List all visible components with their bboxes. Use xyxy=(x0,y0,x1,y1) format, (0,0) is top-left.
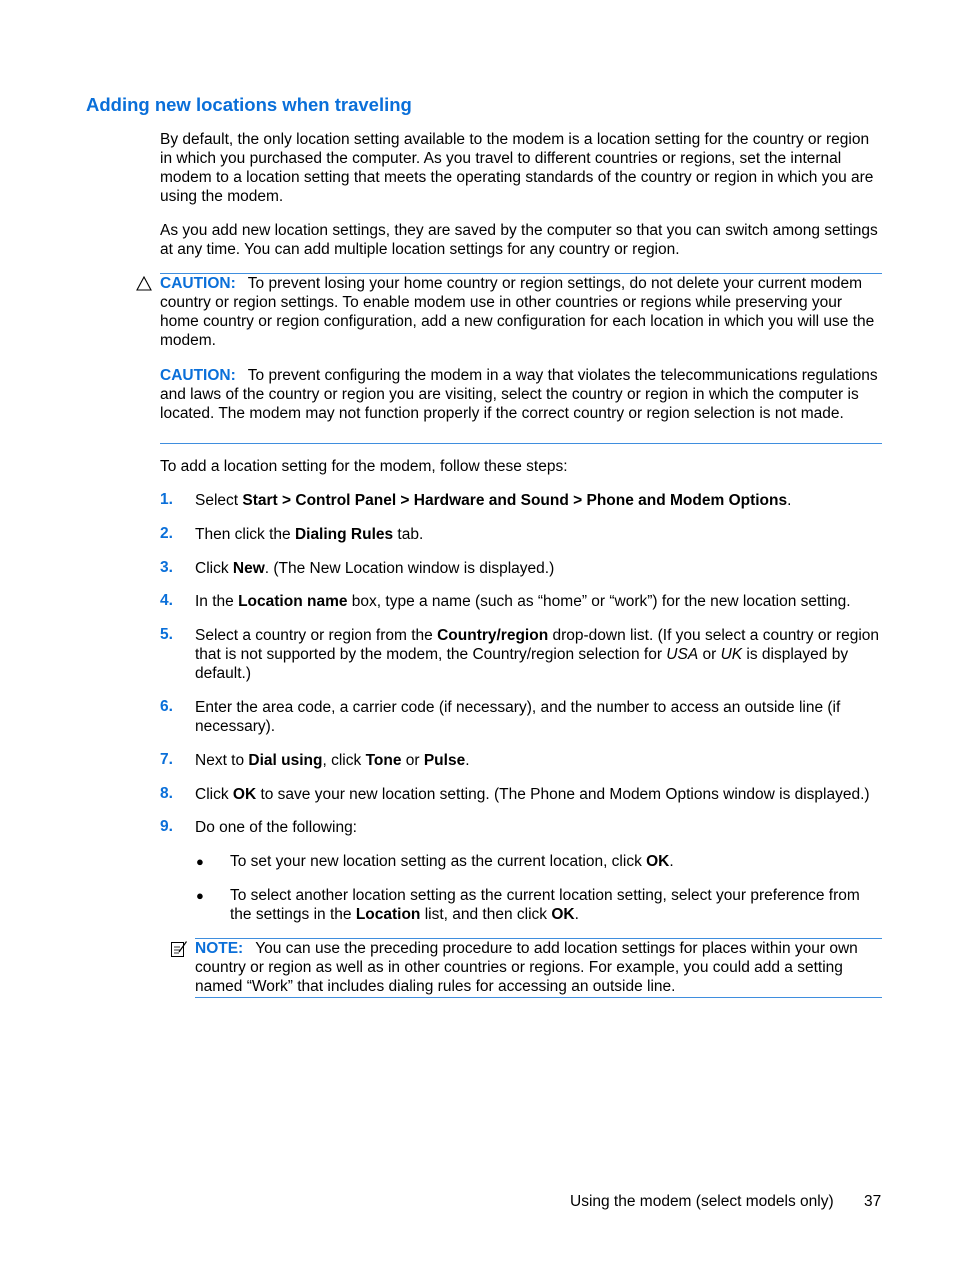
paragraph-settings: As you add new location settings, they are saved by the computer so that you can switch among settings at any time. You can add multiple location settings for any country or region. xyxy=(160,222,878,258)
note-text: You can use the preceding procedure to add location settings for places within your own country or region as well as in other countries or regions. For example, you could add a setting named “Work” that includes dialing rules for accessing an outside line. xyxy=(195,940,858,995)
note-pencil-icon xyxy=(170,940,188,958)
bullet-dot: ● xyxy=(196,854,204,869)
step-text: Select Start > Control Panel > Hardware and Sound > Phone and Modem Options. xyxy=(195,492,792,509)
caution-bottom-rule xyxy=(160,443,882,444)
step-number: 6. xyxy=(160,698,173,715)
paragraph-intro: By default, the only location setting available to the modem is a location setting for the country or region in which you purchased the computer. As you travel to different countries or regions, set the internal modem to a location setting that meets the operating standards of the country or region in which you are using the modem. xyxy=(160,131,874,205)
step-text: Click New. (The New Location window is displayed.) xyxy=(195,560,555,577)
step-number: 1. xyxy=(160,491,173,508)
step-text: Select a country or region from the Country/region drop-down list. (If you select a country or region that is not supported by the modem, the Country/region selection for USA or UK is displayed by default.) xyxy=(195,627,880,682)
step-number: 4. xyxy=(160,592,173,609)
warning-triangle-icon xyxy=(136,276,152,291)
step-text: Next to Dial using, click Tone or Pulse. xyxy=(195,752,470,769)
footer-section-title: Using the modem (select models only) xyxy=(570,1193,834,1210)
step-text: Enter the area code, a carrier code (if necessary), and the number to access an outside line (if necessary). xyxy=(195,699,841,735)
caution-text: To prevent losing your home country or region settings, do not delete your current modem country or region settings. To enable modem use in other countries or regions while preserving your home country or region configuration, add a new configuration for each location in which you will use the modem. xyxy=(160,275,875,349)
step-number: 8. xyxy=(160,785,173,802)
caution-1 xyxy=(160,274,882,350)
note-bottom-rule xyxy=(195,997,882,998)
section-heading: Adding new locations when traveling xyxy=(86,94,412,115)
step-number: 2. xyxy=(160,525,173,542)
caution-text: To prevent configuring the modem in a way that violates the telecommunications regulations and laws of the country or region you are visiting, select the country or region in which the computer is located. The modem may not function properly if the correct country or region selection is not made. xyxy=(160,367,878,422)
steps-intro: To add a location setting for the modem, follow these steps: xyxy=(160,458,568,475)
step-number: 7. xyxy=(160,751,173,768)
step-text: Then click the Dialing Rules tab. xyxy=(195,526,424,543)
step-number: 5. xyxy=(160,626,173,643)
note-label: NOTE: xyxy=(195,940,244,957)
step-text: Click OK to save your new location setting. (The Phone and Modem Options window is displayed.) xyxy=(195,786,870,803)
step-number: 3. xyxy=(160,559,173,576)
bullet-dot: ● xyxy=(196,888,204,903)
step-text: In the Location name box, type a name (such as “home” or “work”) for the new location setting. xyxy=(195,593,851,610)
bullet-text: To select another location setting as the current location setting, select your preference from the settings in the Location list, and then click OK. xyxy=(230,887,860,923)
step-text: Do one of the following: xyxy=(195,819,357,836)
step-number: 9. xyxy=(160,818,173,835)
caution-2 xyxy=(160,366,882,423)
note xyxy=(195,939,885,996)
page-number: 37 xyxy=(864,1193,882,1210)
bullet-text: To set your new location setting as the current location, click OK. xyxy=(230,853,674,870)
caution-label: CAUTION: xyxy=(160,275,236,292)
caution-label: CAUTION: xyxy=(160,367,236,384)
